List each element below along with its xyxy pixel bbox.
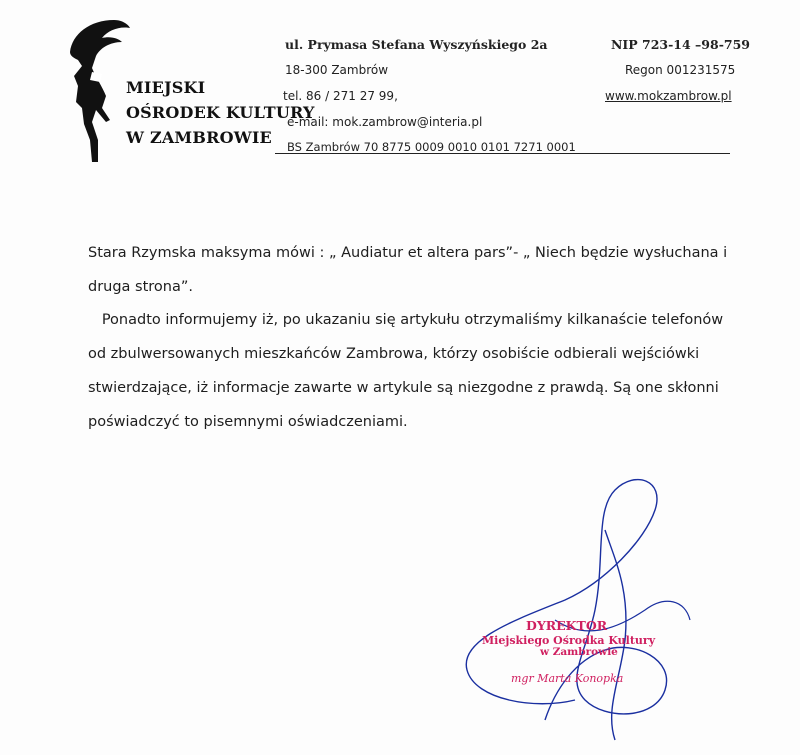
paragraph-2-line-1: Ponadto informujemy iż, po ukazaniu się artykułu otrzymaliśmy kilkanaście telefonów: [88, 312, 724, 328]
website-link[interactable]: www.mokzambrow.pl: [605, 89, 732, 103]
logo-line-2: OŚRODEK KULTURY: [126, 103, 315, 122]
address-city: 18-300 Zambrów: [285, 63, 389, 77]
paragraph-1: [88, 236, 738, 304]
stamp-title: DYREKTOR: [526, 618, 608, 633]
stamp-organization: Miejskiego Ośrodka Kultury: [482, 634, 656, 647]
paragraph-1-line-2: druga strona”.: [88, 279, 194, 295]
email: e-mail: mok.zambrow@interia.pl: [287, 115, 483, 129]
paragraph-2-line-2: od zbulwersowanych mieszkańców Zambrowa, którzy osobiście odbierali wejściówki: [88, 346, 700, 362]
regon: Regon 001231575: [625, 63, 736, 77]
logo-line-3: W ZAMBROWIE: [126, 128, 272, 147]
header-divider: [275, 153, 730, 154]
paragraph-1-line-1: Stara Rzymska maksyma mówi : „ Audiatur et altera pars”- „ Niech będzie wysłuchana i: [88, 245, 728, 261]
paragraph-2-line-4: poświadczyć to pisemnymi oświadczeniami.: [88, 414, 408, 430]
logo: [62, 12, 315, 172]
signature-icon: [455, 470, 705, 750]
stamp-name: mgr Marta Konopka: [511, 672, 624, 685]
logo-line-1: MIEJSKI: [126, 78, 206, 97]
stamp-city: w Zambrowie: [540, 646, 618, 658]
paragraph-2-line-3: stwierdzające, iż informacje zawarte w artykule są niezgodne z prawdą. Są one skłonni: [88, 380, 719, 396]
address-street: ul. Prymasa Stefana Wyszyńskiego 2a: [285, 37, 548, 52]
pegasus-logo-icon: [62, 12, 132, 172]
bank-account: BS Zambrów 70 8775 0009 0010 0101 7271 0001: [287, 140, 576, 154]
paragraph-2: [88, 303, 738, 439]
nip: NIP 723-14 –98-759: [611, 37, 750, 52]
phone: tel. 86 / 271 27 99,: [283, 89, 398, 103]
